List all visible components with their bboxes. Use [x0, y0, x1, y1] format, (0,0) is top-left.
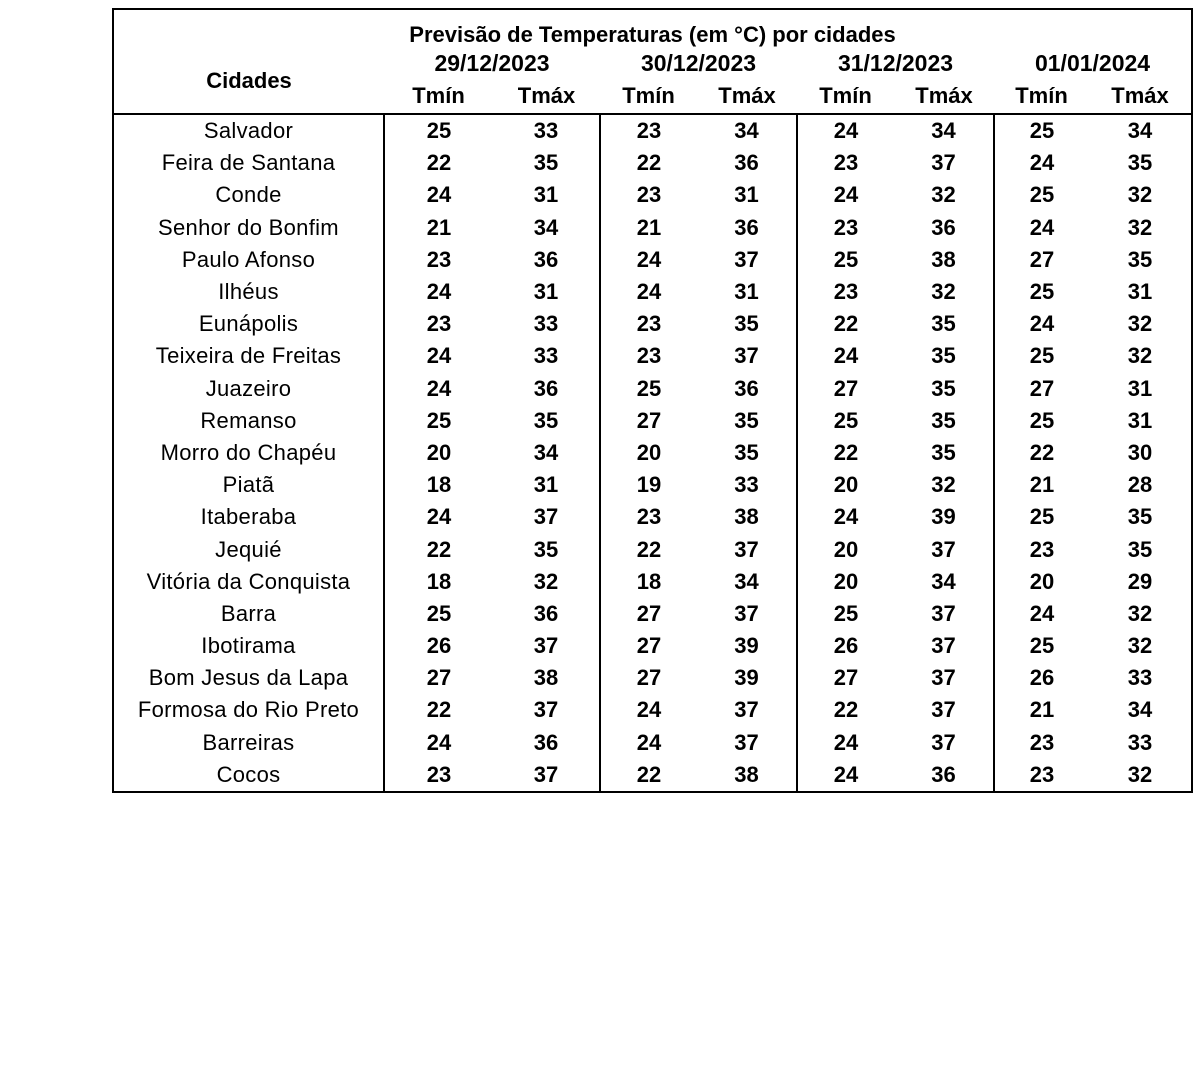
max-temp-value: 32 [894, 276, 994, 308]
city-name: Remanso [113, 405, 384, 437]
min-temp-value: 25 [1029, 279, 1055, 305]
min-temp-value: 25 [426, 118, 452, 144]
max-temp-value: 32 [1089, 598, 1192, 630]
min-temp-value: 25 [1029, 182, 1055, 208]
min-temp-value: 21 [1029, 472, 1055, 498]
min-temp-value: 22 [426, 697, 452, 723]
max-temp-value: 35 [697, 308, 797, 340]
max-temp-value: 37 [493, 694, 600, 726]
min-temp-value: 27 [1029, 375, 1055, 401]
max-temp-value: 34 [1089, 694, 1192, 726]
min-temp-value: 24 [1029, 311, 1055, 337]
max-temp-value: 35 [697, 437, 797, 469]
min-temp-value: 22 [833, 439, 859, 465]
max-temp-value: 32 [894, 179, 994, 211]
date-header: 31/12/2023 [837, 50, 954, 76]
table-row [113, 566, 1192, 598]
min-temp-value: 22 [833, 697, 859, 723]
table-row [113, 405, 1192, 437]
min-temp-value: 23 [636, 118, 662, 144]
min-temp-value: 21 [1029, 697, 1055, 723]
max-temp-value: 34 [493, 437, 600, 469]
max-temp-value: 34 [1089, 114, 1192, 147]
min-temp-header: Tmín [384, 79, 493, 114]
max-temp-value: 35 [894, 308, 994, 340]
min-temp-value: 24 [426, 375, 452, 401]
min-temp-value: 20 [636, 439, 662, 465]
min-temp-header: Tmín [600, 79, 697, 114]
min-temp-value: 24 [1029, 150, 1055, 176]
max-temp-value: 35 [493, 533, 600, 565]
city-name: Itaberaba [113, 501, 384, 533]
min-temp-value: 22 [426, 536, 452, 562]
min-temp-value: 23 [636, 182, 662, 208]
max-temp-value: 35 [1089, 244, 1192, 276]
min-temp-value: 21 [636, 214, 662, 240]
table-row [113, 598, 1192, 630]
city-name: Feira de Santana [113, 147, 384, 179]
min-temp-value: 25 [1029, 633, 1055, 659]
city-name: Cocos [113, 759, 384, 792]
min-temp-value: 23 [636, 311, 662, 337]
min-temp-value: 27 [1029, 246, 1055, 272]
min-temp-value: 22 [636, 536, 662, 562]
city-name: Ibotirama [113, 630, 384, 662]
max-temp-value: 37 [894, 147, 994, 179]
max-temp-value: 33 [697, 469, 797, 501]
table-row [113, 212, 1192, 244]
city-name: Ilhéus [113, 276, 384, 308]
table-row [113, 244, 1192, 276]
max-temp-value: 36 [697, 212, 797, 244]
max-temp-value: 39 [697, 662, 797, 694]
min-temp-value: 24 [797, 759, 894, 792]
max-temp-value: 35 [697, 405, 797, 437]
table-row [113, 727, 1192, 759]
max-temp-value: 35 [1089, 501, 1192, 533]
min-temp-value: 24 [426, 504, 452, 530]
min-temp-value: 23 [426, 311, 452, 337]
max-temp-value: 37 [894, 662, 994, 694]
table-row [113, 759, 1192, 792]
min-temp-value: 25 [426, 600, 452, 626]
table-row [113, 179, 1192, 211]
min-temp-value: 25 [1029, 504, 1055, 530]
max-temp-value: 33 [1089, 727, 1192, 759]
max-temp-value: 33 [493, 114, 600, 147]
min-temp-value: 23 [833, 279, 859, 305]
min-temp-value: 25 [833, 407, 859, 433]
min-temp-value: 22 [600, 759, 697, 792]
max-temp-value: 37 [697, 340, 797, 372]
max-temp-value: 37 [697, 694, 797, 726]
table-row [113, 308, 1192, 340]
max-temp-value: 35 [894, 437, 994, 469]
min-temp-value: 23 [384, 759, 493, 792]
max-temp-value: 37 [493, 630, 600, 662]
city-name: Teixeira de Freitas [113, 340, 384, 372]
city-name: Conde [113, 179, 384, 211]
max-temp-value: 34 [894, 566, 994, 598]
max-temp-header: Tmáx [697, 79, 797, 114]
max-temp-value: 37 [697, 598, 797, 630]
min-temp-value: 22 [833, 311, 859, 337]
min-temp-header: Tmín [797, 79, 894, 114]
max-temp-value: 28 [1089, 469, 1192, 501]
min-temp-value: 19 [636, 472, 662, 498]
max-temp-value: 36 [493, 598, 600, 630]
min-temp-value: 23 [833, 150, 859, 176]
min-temp-value: 25 [636, 375, 662, 401]
city-name: Vitória da Conquista [113, 566, 384, 598]
max-temp-value: 36 [894, 212, 994, 244]
max-temp-value: 31 [1089, 373, 1192, 405]
min-temp-value: 26 [426, 633, 452, 659]
max-temp-value: 35 [894, 373, 994, 405]
min-temp-value: 24 [426, 729, 452, 755]
min-temp-value: 18 [426, 472, 452, 498]
min-temp-value: 24 [1029, 600, 1055, 626]
min-temp-value: 24 [426, 343, 452, 369]
max-temp-header: Tmáx [894, 79, 994, 114]
min-temp-value: 24 [426, 279, 452, 305]
min-temp-value: 23 [833, 214, 859, 240]
max-temp-value: 39 [894, 501, 994, 533]
max-temp-value: 38 [697, 501, 797, 533]
max-temp-value: 37 [894, 598, 994, 630]
date-header: 30/12/2023 [640, 50, 757, 76]
table-row [113, 533, 1192, 565]
city-name: Barra [113, 598, 384, 630]
max-temp-value: 34 [697, 114, 797, 147]
min-temp-value: 23 [1029, 729, 1055, 755]
table-body [113, 114, 1192, 792]
max-temp-value: 29 [1089, 566, 1192, 598]
min-temp-value: 20 [833, 568, 859, 594]
city-name: Morro do Chapéu [113, 437, 384, 469]
max-temp-value: 37 [697, 244, 797, 276]
max-temp-value: 36 [697, 147, 797, 179]
max-temp-value: 32 [1089, 630, 1192, 662]
min-temp-value: 21 [426, 214, 452, 240]
min-temp-value: 18 [636, 568, 662, 594]
min-temp-value: 24 [833, 504, 859, 530]
city-name: Juazeiro [113, 373, 384, 405]
min-temp-value: 25 [1029, 407, 1055, 433]
min-temp-value: 24 [636, 729, 662, 755]
city-name: Eunápolis [113, 308, 384, 340]
min-temp-value: 24 [636, 279, 662, 305]
min-temp-value: 26 [833, 633, 859, 659]
max-temp-value: 34 [894, 114, 994, 147]
city-name: Jequié [113, 533, 384, 565]
max-temp-value: 38 [493, 662, 600, 694]
min-temp-value: 25 [426, 407, 452, 433]
city-name: Salvador [113, 114, 384, 147]
table-row [113, 469, 1192, 501]
max-temp-value: 32 [1089, 179, 1192, 211]
min-temp-value: 24 [833, 729, 859, 755]
max-temp-value: 33 [493, 340, 600, 372]
min-temp-value: 23 [426, 246, 452, 272]
min-temp-value: 27 [833, 665, 859, 691]
min-temp-value: 20 [833, 536, 859, 562]
min-temp-value: 18 [426, 568, 452, 594]
max-temp-value: 35 [894, 340, 994, 372]
max-temp-value: 35 [1089, 533, 1192, 565]
min-temp-value: 24 [833, 343, 859, 369]
max-temp-value: 37 [894, 727, 994, 759]
max-temp-value: 32 [1089, 308, 1192, 340]
max-temp-value: 37 [493, 759, 600, 792]
min-temp-value: 24 [426, 182, 452, 208]
max-temp-value: 36 [894, 759, 994, 792]
min-temp-value: 27 [636, 407, 662, 433]
max-temp-value: 35 [894, 405, 994, 437]
max-temp-value: 32 [1089, 759, 1192, 792]
max-temp-value: 37 [697, 727, 797, 759]
min-temp-value: 24 [1029, 214, 1055, 240]
min-temp-value: 25 [833, 246, 859, 272]
max-temp-value: 32 [894, 469, 994, 501]
city-name: Barreiras [113, 727, 384, 759]
table-row [113, 630, 1192, 662]
max-temp-value: 34 [697, 566, 797, 598]
max-temp-value: 30 [1089, 437, 1192, 469]
max-temp-value: 36 [493, 727, 600, 759]
max-temp-value: 34 [493, 212, 600, 244]
min-temp-value: 26 [1029, 665, 1055, 691]
min-temp-value: 25 [1029, 343, 1055, 369]
table-row [113, 276, 1192, 308]
table-row [113, 501, 1192, 533]
max-temp-value: 36 [493, 373, 600, 405]
table-row [113, 114, 1192, 147]
min-temp-value: 23 [636, 504, 662, 530]
table-row [113, 437, 1192, 469]
max-temp-value: 33 [493, 308, 600, 340]
min-temp-value: 27 [636, 600, 662, 626]
min-temp-value: 25 [1029, 118, 1055, 144]
date-header: 01/01/2024 [994, 48, 1192, 79]
max-temp-value: 38 [894, 244, 994, 276]
city-name: Senhor do Bonfim [113, 212, 384, 244]
table-row [113, 373, 1192, 405]
table-row [113, 340, 1192, 372]
min-temp-value: 27 [833, 375, 859, 401]
max-temp-header: Tmáx [493, 79, 600, 114]
cities-column-header: Cidades [113, 48, 384, 114]
min-temp-value: 24 [636, 697, 662, 723]
min-temp-value: 25 [833, 600, 859, 626]
min-temp-value: 22 [426, 150, 452, 176]
max-temp-value: 31 [697, 179, 797, 211]
temperature-forecast-table [112, 8, 1193, 793]
max-temp-value: 35 [1089, 147, 1192, 179]
max-temp-value: 32 [493, 566, 600, 598]
table-row [113, 694, 1192, 726]
max-temp-value: 31 [493, 469, 600, 501]
min-temp-header: Tmín [994, 79, 1089, 114]
min-temp-value: 23 [994, 759, 1089, 792]
city-name: Piatã [113, 469, 384, 501]
max-temp-value: 31 [1089, 276, 1192, 308]
min-temp-value: 22 [636, 150, 662, 176]
max-temp-value: 31 [1089, 405, 1192, 437]
table-row [113, 662, 1192, 694]
table-row [113, 147, 1192, 179]
max-temp-value: 37 [894, 533, 994, 565]
max-temp-value: 35 [493, 147, 600, 179]
max-temp-value: 31 [493, 276, 600, 308]
min-temp-value: 22 [1029, 439, 1055, 465]
max-temp-value: 37 [894, 630, 994, 662]
max-temp-value: 39 [697, 630, 797, 662]
max-temp-value: 36 [493, 244, 600, 276]
min-temp-value: 27 [636, 665, 662, 691]
min-temp-value: 27 [636, 633, 662, 659]
min-temp-value: 24 [833, 182, 859, 208]
max-temp-value: 31 [493, 179, 600, 211]
max-temp-value: 37 [894, 694, 994, 726]
max-temp-value: 37 [493, 501, 600, 533]
min-temp-value: 27 [426, 665, 452, 691]
max-temp-value: 37 [697, 533, 797, 565]
date-header: 29/12/2023 [434, 50, 550, 76]
city-name: Bom Jesus da Lapa [113, 662, 384, 694]
max-temp-value: 38 [697, 759, 797, 792]
max-temp-value: 33 [1089, 662, 1192, 694]
min-temp-value: 20 [1029, 568, 1055, 594]
table-title: Previsão de Temperaturas (em °C) por cidades [113, 9, 1192, 48]
max-temp-value: 31 [697, 276, 797, 308]
min-temp-value: 24 [636, 246, 662, 272]
max-temp-value: 36 [697, 373, 797, 405]
max-temp-value: 35 [493, 405, 600, 437]
min-temp-value: 23 [1029, 536, 1055, 562]
city-name: Paulo Afonso [113, 244, 384, 276]
city-name: Formosa do Rio Preto [113, 694, 384, 726]
min-temp-value: 24 [833, 118, 859, 144]
max-temp-value: 32 [1089, 340, 1192, 372]
min-temp-value: 23 [636, 343, 662, 369]
min-temp-value: 20 [833, 472, 859, 498]
max-temp-header: Tmáx [1089, 79, 1192, 114]
min-temp-value: 20 [426, 439, 452, 465]
max-temp-value: 32 [1089, 212, 1192, 244]
